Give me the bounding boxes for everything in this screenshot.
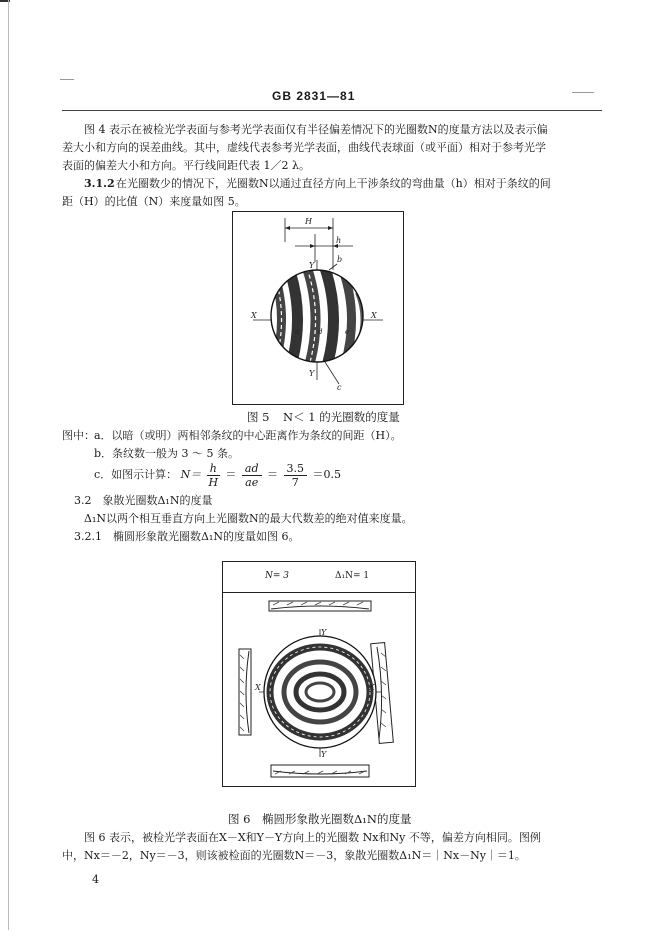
section-number: 3.1.2 [84, 177, 115, 190]
note-b: b．条纹数一般为 3 ～ 5 条。 [94, 447, 240, 460]
figure-6-caption-number: 图 6 [228, 812, 251, 826]
paragraph-line: 中，Nx＝－2，Ny＝－3，则该被检面的光圈数N＝－3，象散光圈数Δ₁N＝｜Nx－Ny｜＝1。 [62, 849, 526, 862]
note-c-prefix: c．如图示计算： [94, 468, 178, 481]
figure-6-caption: 椭圆形象散光圈数Δ₁N的度量 [262, 812, 412, 826]
scan-header-dash [572, 92, 594, 93]
label-h: h [336, 236, 342, 245]
fig6-label-y-top: Y [321, 628, 327, 637]
figure-5-caption: N＜ 1 的光圈数的度量 [283, 410, 400, 424]
scan-header-dash [60, 79, 74, 80]
fig6-label-x-right: X [369, 683, 375, 692]
label-H: H [305, 217, 312, 226]
paragraph-line: 图 4 表示在被检光学表面与参考光学表面仅有半径偏差情况下的光圈数N的度量方法以及表示偏 [84, 123, 548, 136]
label-b: b [337, 255, 343, 264]
notes-lead: 图中： [62, 429, 95, 442]
label-d: d [318, 328, 323, 336]
figure-6-header-n: N= 3 [265, 571, 290, 581]
fraction-ad-over-ae: $\frac{ad}{ae}$ [242, 462, 262, 489]
formula-eq: ＝ [267, 468, 278, 481]
paragraph-line: 差大小和方向的误差曲线。其中，虚线代表参考光学表面，曲线代表球面（或平面）相对于参考光学 [62, 141, 546, 154]
section-heading: 3.2.1 椭圆形象散光圈数Δ₁N的度量如图 6。 [74, 530, 300, 543]
label-y-bottom: Y [309, 369, 315, 378]
formula-n: N＝ [180, 468, 202, 481]
paragraph-line: Δ₁N以两个相互垂直方向上光圈数N的最大代数差的绝对值来度量。 [84, 512, 413, 525]
label-c: c [337, 383, 342, 392]
page-number: 4 [92, 873, 99, 886]
label-x-right: X [371, 311, 377, 320]
scan-edge-line [8, 0, 9, 930]
note-c [94, 458, 341, 492]
note-a: a．以暗（或明）两相邻条纹的中心距离作为条纹的间距（H）。 [94, 429, 402, 442]
standard-number: GB 2831—81 [272, 89, 356, 103]
header-rule [62, 110, 602, 111]
fraction-h-over-H: $\frac{h}{H}$ [208, 461, 219, 489]
paragraph-line: 图 6 表示，被检光学表面在X－X和Y－Y方向上的光圈数 Nx和Ny 不等，偏差方向相同。图例 [84, 831, 541, 844]
figure-6-header-delta: Δ₁N= 1 [335, 571, 370, 581]
paragraph-line: 在光圈数少的情况下，光圈数N以通过直径方向上干涉条纹的弯曲量（h）相对于条纹的间 [116, 177, 551, 190]
fraction-values: $\frac{3.5}{7}$ [284, 462, 308, 489]
figure-6-diagram [223, 593, 415, 786]
label-x-left: X [251, 311, 257, 320]
paragraph-line: 表面的偏差大小和方向。平行线间距代表 1／2 λ。 [62, 159, 310, 172]
formula-eq: ＝ [225, 468, 237, 481]
paragraph-line: 距（H）的比值（N）来度量如图 5。 [62, 195, 246, 208]
section-heading: 3.2 象散光圈数Δ₁N的度量 [74, 494, 213, 507]
fig6-label-x-left: X [255, 683, 261, 692]
fig6-label-y-bottom: Y [321, 750, 327, 759]
label-y-top: Y [309, 261, 315, 270]
label-a: a [295, 328, 300, 336]
figure-5-diagram [233, 212, 403, 404]
figure-5 [232, 211, 404, 405]
formula-result: ＝0.5 [312, 468, 341, 481]
figure-5-caption-number: 图 5 [247, 410, 270, 424]
figure-6 [222, 561, 416, 787]
label-e: e [345, 328, 350, 336]
